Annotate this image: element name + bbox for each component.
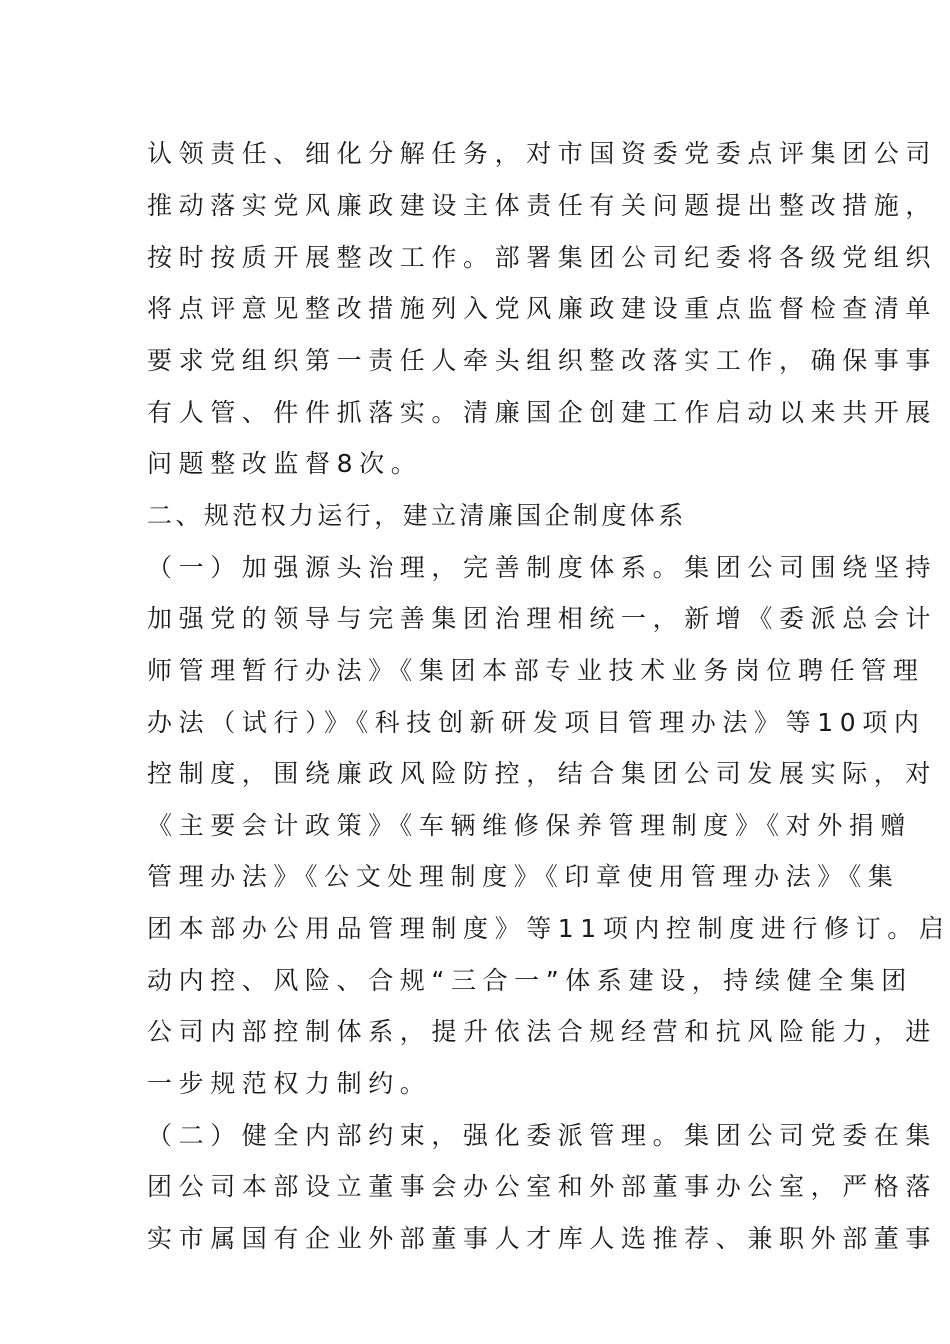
body-text-line: 加强党的领导与完善集团治理相统一，新增《委派总会计 (147, 604, 938, 633)
body-text-line: 认领责任、细化分解任务，对市国资委党委点评集团公司 (147, 139, 938, 168)
body-text-line: 团公司本部设立董事会办公室和外部董事办公室，严格落 (147, 1172, 938, 1201)
body-text-line: 管理办法》《公文处理制度》《印章使用管理办法》《集 (147, 862, 900, 891)
body-text-line: （二）健全内部约束，强化委派管理。集团公司党委在集 (147, 1121, 938, 1150)
body-text-line: 有人管、件件抓落实。清廉国企创建工作启动以来共开展 (147, 398, 938, 427)
body-text-line: 公司内部控制体系，提升依法合规经营和抗风险能力，进 (147, 1017, 938, 1046)
body-text-line: 实市属国有企业外部董事人才库人选推荐、兼职外部董事 (147, 1224, 938, 1253)
body-text-line: 要求党组织第一责任人牵头组织整改落实工作，确保事事 (147, 346, 938, 375)
body-text-line: 办法（试行）》《科技创新研发项目管理办法》等10项内 (147, 708, 926, 737)
body-text-line: 控制度，围绕廉政风险防控，结合集团公司发展实际，对 (147, 759, 938, 788)
body-text-line: 团本部办公用品管理制度》等11项内控制度进行修订。启 (147, 914, 950, 943)
body-text-line: 一步规范权力制约。 (147, 1069, 432, 1098)
body-text-line: 推动落实党风廉政建设主体责任有关问题提出整改措施， (147, 191, 938, 220)
body-text-line: 问题整改监督8次。 (147, 449, 423, 478)
body-text-line: 将点评意见整改措施列入党风廉政建设重点监督检查清单 (147, 294, 938, 323)
body-text-line: 按时按质开展整改工作。部署集团公司纪委将各级党组织 (147, 243, 938, 272)
body-text-line: （一）加强源头治理，完善制度体系。集团公司围绕坚持 (147, 553, 938, 582)
body-text-line: 《主要会计政策》《车辆维修保养管理制度》《对外捐赠 (147, 811, 913, 840)
section-heading: 二、规范权力运行，建立清廉国企制度体系 (147, 501, 687, 530)
body-text-line: 师管理暂行办法》《集团本部专业技术业务岗位聘任管理 (147, 656, 925, 685)
body-text-line: 动内控、风险、合规“三合一”体系建设，持续健全集团 (147, 966, 913, 995)
